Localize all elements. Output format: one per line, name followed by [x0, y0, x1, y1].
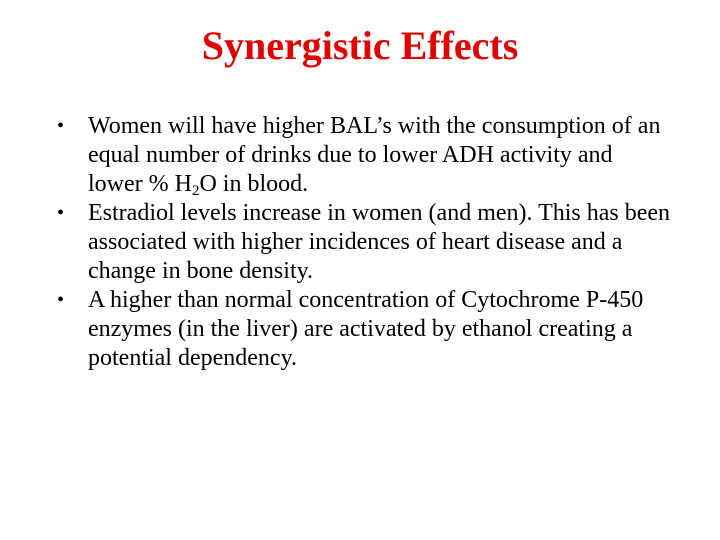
bullet-text-part: O in blood.: [199, 171, 309, 197]
bullet-item-cytochrome: [57, 286, 672, 373]
bullet-text: A higher than normal concentration of Cytochrome P-450 enzymes (in the liver) are activated by ethanol creating a potential dependency.: [88, 287, 644, 371]
bullet-icon: •: [57, 289, 65, 311]
bullet-item-estradiol: [57, 199, 672, 286]
bullet-text-part: Women will have higher BAL’s with the consumption of an equal number of drinks due to lower ADH activity and lower % H: [88, 113, 661, 197]
bullet-text: Estradiol levels increase in women (and men). This has been associated with higher incidences of heart disease and a change in bone density.: [88, 200, 671, 284]
slide-title: Synergistic Effects: [201, 23, 519, 68]
bullet-icon: •: [57, 115, 65, 137]
bullet-list: [57, 112, 672, 373]
bullet-icon: •: [57, 202, 65, 224]
bullet-text: [88, 113, 660, 197]
bullet-item-bal: [57, 112, 672, 199]
subscript-two: 2: [191, 183, 200, 199]
